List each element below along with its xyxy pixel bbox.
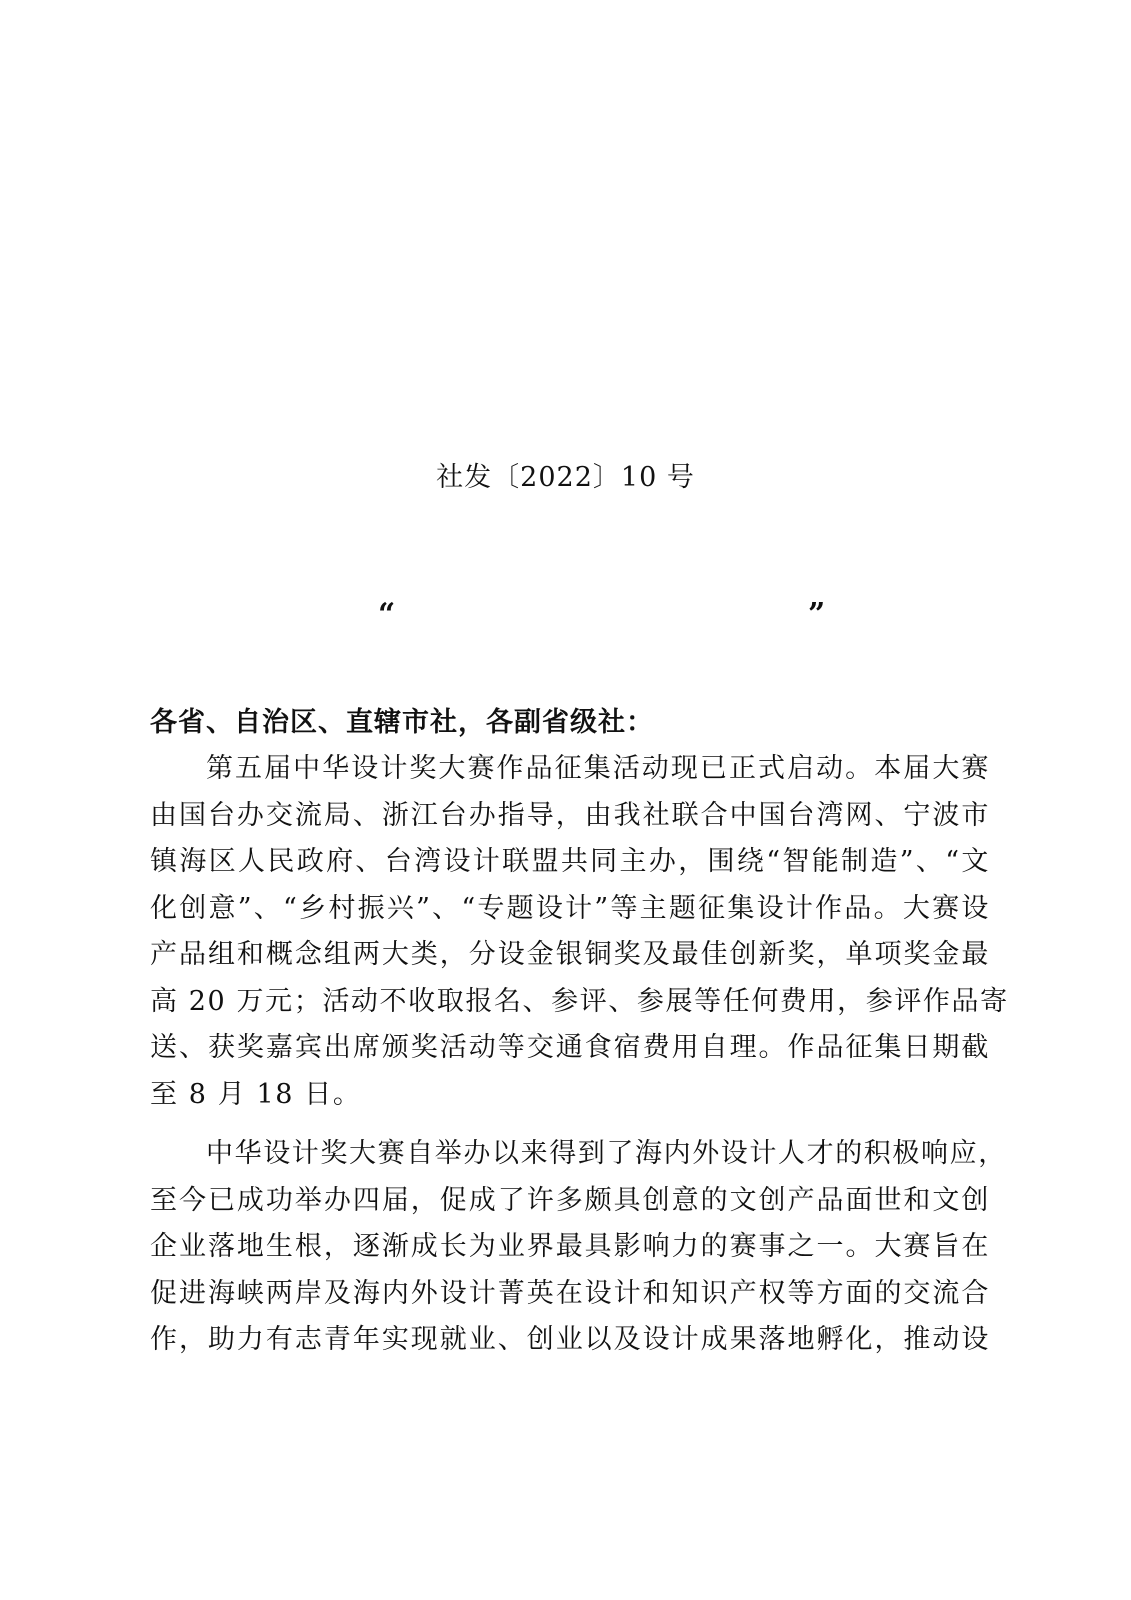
paragraph-1-line: 镇海区人民政府、台湾设计联盟共同主办，围绕“智能制造”、“文 <box>150 846 990 877</box>
paragraph-2-line: 至今已成功举办四届，促成了许多颇具创意的文创产品面世和文创 <box>150 1184 990 1216</box>
paragraph-1-line: 第五届中华设计奖大赛作品征集活动现已正式启动。本届大赛 <box>206 753 990 784</box>
title-open-quote: “ <box>378 597 396 632</box>
paragraph-1 <box>150 746 1009 1118</box>
paragraph-2-line: 作，助力有志青年实现就业、创业以及设计成果落地孵化，推动设 <box>150 1324 990 1355</box>
paragraph-1-line: 化创意”、“乡村振兴”、“专题设计”等主题征集设计作品。大赛设 <box>150 892 990 924</box>
paragraph-2-line: 促进海峡两岸及海内外设计菁英在设计和知识产权等方面的交流合 <box>150 1277 990 1309</box>
paragraph-2 <box>150 1131 1007 1364</box>
salutation: 各省、自治区、直辖市社，各副省级社： <box>150 707 654 738</box>
paragraph-1-line: 高 20 万元；活动不收取报名、参评、参展等任何费用，参评作品寄 <box>150 985 1009 1017</box>
paragraph-1-line: 送、获奖嘉宾出席颁奖活动等交通食宿费用自理。作品征集日期截 <box>150 1032 990 1063</box>
title-close-quote: ” <box>808 597 826 632</box>
paragraph-2-line: 企业落地生根，逐渐成长为业界最具影响力的赛事之一。大赛旨在 <box>150 1231 990 1262</box>
document-number: 社发〔2022〕10 号 <box>436 462 695 493</box>
paragraph-2-line: 中华设计奖大赛自举办以来得到了海内外设计人才的积极响应， <box>206 1138 1007 1169</box>
paragraph-1-line: 至 8 月 18 日。 <box>150 1078 362 1110</box>
paragraph-1-line: 产品组和概念组两大类，分设金银铜奖及最佳创新奖，单项奖金最 <box>150 939 990 970</box>
paragraph-1-line: 由国台办交流局、浙江台办指导，由我社联合中国台湾网、宁波市 <box>150 799 990 831</box>
